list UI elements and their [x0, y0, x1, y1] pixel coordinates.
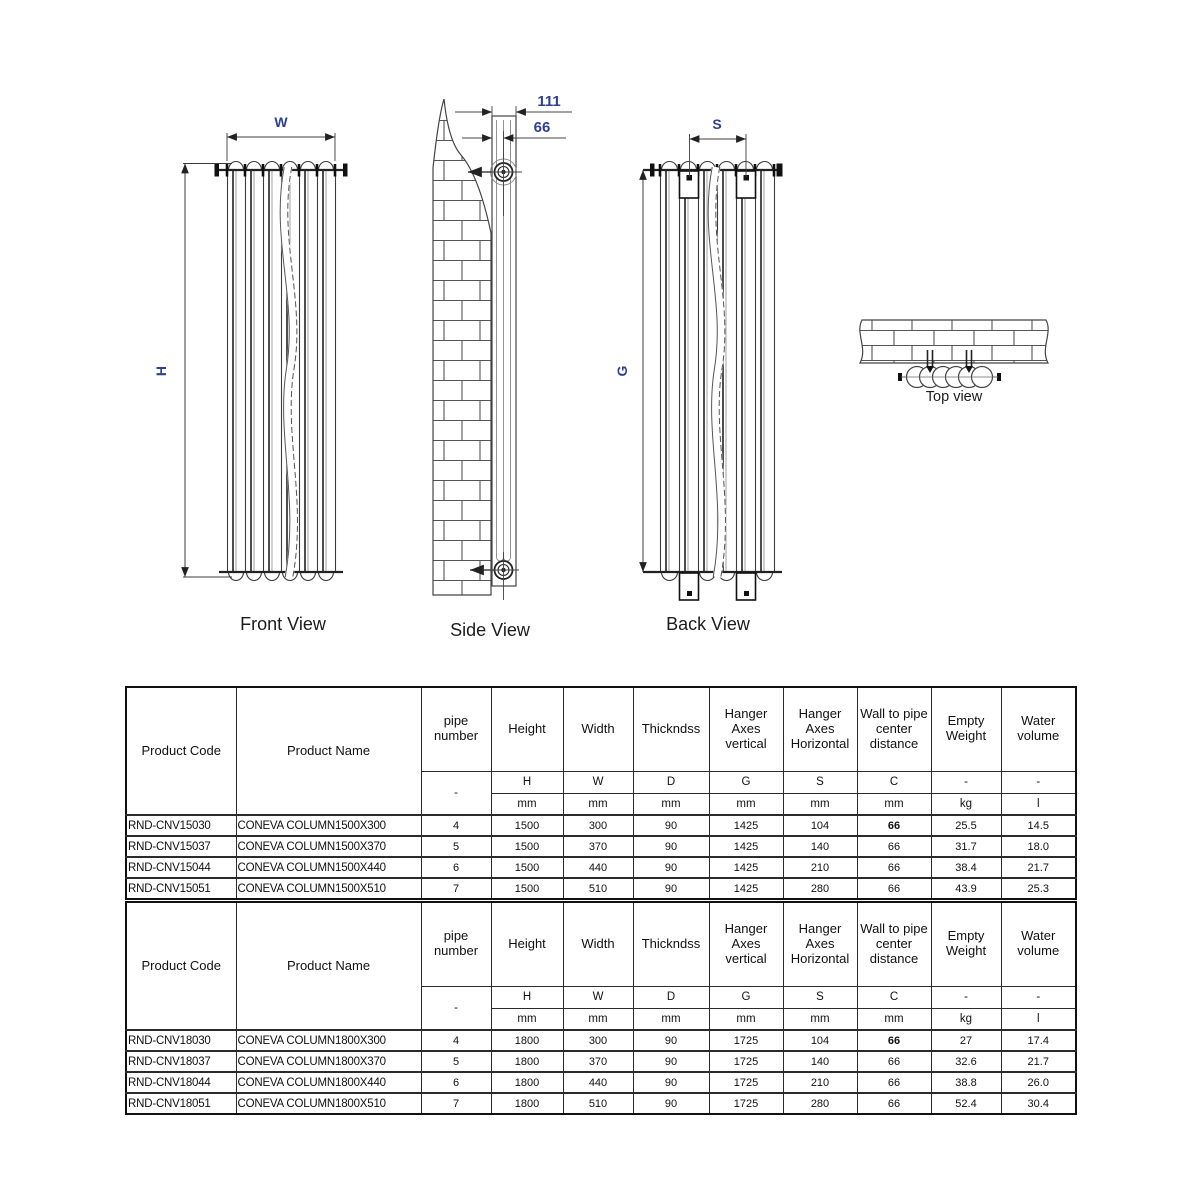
col-header-7: Hanger Axes Horizontal [783, 687, 857, 771]
col-header-8: Wall to pipe center distance [857, 687, 931, 771]
symbol-1: H [491, 771, 563, 793]
symbol-8: - [1001, 986, 1076, 1008]
side-view-label: Side View [450, 620, 530, 640]
cell-r3-c9: 43.9 [931, 878, 1001, 899]
unit-0: mm [491, 793, 563, 815]
front-view-label: Front View [240, 614, 326, 634]
cell-r0-c0: RND-CNV15030 [126, 815, 236, 836]
cell-r2-c5: 90 [633, 857, 709, 878]
cell-r0-c6: 1725 [709, 1030, 783, 1051]
cell-r2-c2: 6 [421, 857, 491, 878]
cell-r2-c5: 90 [633, 1072, 709, 1093]
cell-r1-c0: RND-CNV15037 [126, 836, 236, 857]
spec-table-1800-body [126, 1030, 1076, 1114]
cell-r0-c9: 27 [931, 1030, 1001, 1051]
cell-r2-c4: 440 [563, 857, 633, 878]
symbol-8: - [1001, 771, 1076, 793]
cell-r2-c9: 38.8 [931, 1072, 1001, 1093]
col-header-6: Hanger Axes vertical [709, 687, 783, 771]
spec-table-1800 [125, 901, 1077, 1115]
cell-r2-c1: CONEVA COLUMN1500X440 [236, 857, 421, 878]
cell-r2-c6: 1425 [709, 857, 783, 878]
col-header-product-code: Product Code [126, 687, 236, 815]
col-header-8: Wall to pipe center distance [857, 902, 931, 986]
top-view-drawing [860, 320, 1048, 405]
col-header-10: Water volume [1001, 902, 1076, 986]
cell-r2-c8: 66 [857, 857, 931, 878]
cell-r0-c6: 1425 [709, 815, 783, 836]
cell-r2-c8: 66 [857, 1072, 931, 1093]
front-right-endcap [343, 164, 348, 177]
symbol-1: H [491, 986, 563, 1008]
cell-r0-c7: 104 [783, 815, 857, 836]
front-width-dimension [227, 133, 335, 161]
cell-r0-c10: 14.5 [1001, 815, 1076, 836]
cell-r3-c1: CONEVA COLUMN1800X510 [236, 1093, 421, 1114]
back-view-label: Back View [666, 614, 750, 634]
cell-r3-c0: RND-CNV18051 [126, 1093, 236, 1114]
cell-r0-c0: RND-CNV18030 [126, 1030, 236, 1051]
cell-r3-c10: 30.4 [1001, 1093, 1076, 1114]
table-row [126, 857, 1076, 878]
cell-r2-c0: RND-CNV18044 [126, 1072, 236, 1093]
cell-r3-c1: CONEVA COLUMN1500X510 [236, 878, 421, 899]
cell-r3-c6: 1425 [709, 878, 783, 899]
cell-r1-c9: 31.7 [931, 836, 1001, 857]
top-wall [860, 320, 1048, 363]
side-depth-label: 111 [537, 93, 561, 110]
col-header-10: Water volume [1001, 687, 1076, 771]
cell-r0-c10: 17.4 [1001, 1030, 1076, 1051]
symbol-5: S [783, 771, 857, 793]
cell-r0-c2: 4 [421, 815, 491, 836]
unit-2: mm [633, 793, 709, 815]
front-height-dimension [183, 164, 232, 578]
cell-r3-c0: RND-CNV15051 [126, 878, 236, 899]
symbol-pipe-number: - [421, 771, 491, 815]
unit-4: mm [783, 1008, 857, 1030]
cell-r1-c4: 370 [563, 836, 633, 857]
symbol-7: - [931, 986, 1001, 1008]
cell-r3-c2: 7 [421, 878, 491, 899]
cell-r2-c10: 21.7 [1001, 857, 1076, 878]
cell-r3-c4: 510 [563, 1093, 633, 1114]
cell-r0-c9: 25.5 [931, 815, 1001, 836]
symbol-6: C [857, 771, 931, 793]
table-row [126, 836, 1076, 857]
col-header-6: Hanger Axes vertical [709, 902, 783, 986]
symbol-3: D [633, 986, 709, 1008]
cell-r1-c2: 5 [421, 1051, 491, 1072]
cell-r1-c5: 90 [633, 836, 709, 857]
symbol-3: D [633, 771, 709, 793]
unit-4: mm [783, 793, 857, 815]
table-row [126, 1051, 1076, 1072]
cell-r1-c4: 370 [563, 1051, 633, 1072]
symbol-5: S [783, 986, 857, 1008]
front-view-drawing [153, 114, 348, 634]
spec-table-1800-header [126, 902, 1076, 1030]
spec-table-1500-body [126, 815, 1076, 899]
cell-r0-c5: 90 [633, 1030, 709, 1051]
back-right-endcap [777, 164, 783, 177]
col-header-2: pipe number [421, 687, 491, 771]
cell-r3-c5: 90 [633, 878, 709, 899]
cell-r1-c10: 18.0 [1001, 836, 1076, 857]
front-radiator-tubes [215, 162, 348, 581]
cell-r0-c1: CONEVA COLUMN1800X300 [236, 1030, 421, 1051]
spec-table-1500-header [126, 687, 1076, 815]
symbol-7: - [931, 771, 1001, 793]
table-row [126, 815, 1076, 836]
spec-table-1500 [125, 686, 1077, 900]
cell-r2-c9: 38.4 [931, 857, 1001, 878]
col-header-4: Width [563, 687, 633, 771]
col-header-9: Empty Weight [931, 902, 1001, 986]
col-header-5: Thickndss [633, 902, 709, 986]
back-view-drawing [614, 116, 783, 634]
symbol-6: C [857, 986, 931, 1008]
cell-r1-c7: 140 [783, 836, 857, 857]
cell-r0-c4: 300 [563, 815, 633, 836]
col-header-3: Height [491, 902, 563, 986]
cell-r2-c4: 440 [563, 1072, 633, 1093]
cell-r0-c8: 66 [857, 815, 931, 836]
unit-2: mm [633, 1008, 709, 1030]
col-header-5: Thickndss [633, 687, 709, 771]
unit-0: mm [491, 1008, 563, 1030]
cell-r0-c8: 66 [857, 1030, 931, 1051]
top-view-label: Top view [925, 389, 983, 405]
cell-r2-c3: 1800 [491, 1072, 563, 1093]
front-break-line [280, 167, 297, 577]
symbol-pipe-number: - [421, 986, 491, 1030]
cell-r1-c3: 1500 [491, 836, 563, 857]
cell-r1-c1: CONEVA COLUMN1500X370 [236, 836, 421, 857]
cell-r1-c6: 1725 [709, 1051, 783, 1072]
cell-r0-c1: CONEVA COLUMN1500X300 [236, 815, 421, 836]
cell-r3-c7: 280 [783, 878, 857, 899]
col-header-product-name: Product Name [236, 902, 421, 1030]
cell-r2-c1: CONEVA COLUMN1800X440 [236, 1072, 421, 1093]
table-row [126, 1093, 1076, 1114]
table-row [126, 1072, 1076, 1093]
cell-r1-c6: 1425 [709, 836, 783, 857]
col-header-7: Hanger Axes Horizontal [783, 902, 857, 986]
back-radiator-tubes [643, 162, 783, 601]
unit-5: mm [857, 793, 931, 815]
col-header-product-code: Product Code [126, 902, 236, 1030]
cell-r2-c7: 210 [783, 857, 857, 878]
front-height-label: H [153, 365, 169, 377]
cell-r1-c10: 21.7 [1001, 1051, 1076, 1072]
unit-1: mm [563, 1008, 633, 1030]
cell-r3-c9: 52.4 [931, 1093, 1001, 1114]
header-row-titles [126, 902, 1076, 986]
cell-r2-c2: 6 [421, 1072, 491, 1093]
cell-r3-c6: 1725 [709, 1093, 783, 1114]
cell-r0-c5: 90 [633, 815, 709, 836]
cell-r3-c4: 510 [563, 878, 633, 899]
top-radiator-tubes [898, 367, 1001, 388]
cell-r1-c1: CONEVA COLUMN1800X370 [236, 1051, 421, 1072]
side-radiator-column [492, 116, 516, 586]
cell-r3-c2: 7 [421, 1093, 491, 1114]
side-wall-center-label: 66 [533, 119, 551, 136]
cell-r1-c8: 66 [857, 1051, 931, 1072]
cell-r0-c2: 4 [421, 1030, 491, 1051]
cell-r2-c0: RND-CNV15044 [126, 857, 236, 878]
side-wall [433, 99, 491, 595]
cell-r3-c7: 280 [783, 1093, 857, 1114]
cell-r2-c7: 210 [783, 1072, 857, 1093]
symbol-4: G [709, 986, 783, 1008]
col-header-2: pipe number [421, 902, 491, 986]
cell-r3-c8: 66 [857, 1093, 931, 1114]
front-width-label: W [274, 114, 288, 130]
front-left-endcap [215, 164, 220, 177]
cell-r0-c4: 300 [563, 1030, 633, 1051]
unit-7: l [1001, 793, 1076, 815]
cell-r0-c3: 1500 [491, 815, 563, 836]
unit-6: kg [931, 1008, 1001, 1030]
cell-r1-c9: 32.6 [931, 1051, 1001, 1072]
cell-r3-c3: 1800 [491, 1093, 563, 1114]
cell-r3-c10: 25.3 [1001, 878, 1076, 899]
back-hanger-horizontal-label: S [712, 116, 722, 132]
symbol-4: G [709, 771, 783, 793]
cell-r1-c3: 1800 [491, 1051, 563, 1072]
unit-1: mm [563, 793, 633, 815]
cell-r3-c8: 66 [857, 878, 931, 899]
cell-r0-c7: 104 [783, 1030, 857, 1051]
unit-3: mm [709, 793, 783, 815]
unit-7: l [1001, 1008, 1076, 1030]
col-header-9: Empty Weight [931, 687, 1001, 771]
cell-r1-c8: 66 [857, 836, 931, 857]
cell-r1-c7: 140 [783, 1051, 857, 1072]
cell-r2-c6: 1725 [709, 1072, 783, 1093]
unit-3: mm [709, 1008, 783, 1030]
symbol-2: W [563, 771, 633, 793]
header-row-titles [126, 687, 1076, 771]
cell-r1-c5: 90 [633, 1051, 709, 1072]
col-header-3: Height [491, 687, 563, 771]
cell-r3-c5: 90 [633, 1093, 709, 1114]
col-header-4: Width [563, 902, 633, 986]
cell-r3-c3: 1500 [491, 878, 563, 899]
col-header-product-name: Product Name [236, 687, 421, 815]
table-row [126, 1030, 1076, 1051]
back-hanger-vertical-label: G [614, 365, 630, 377]
side-view-drawing [433, 93, 572, 640]
cell-r0-c3: 1800 [491, 1030, 563, 1051]
unit-6: kg [931, 793, 1001, 815]
unit-5: mm [857, 1008, 931, 1030]
back-left-endcap [650, 164, 655, 177]
cell-r2-c3: 1500 [491, 857, 563, 878]
cell-r1-c0: RND-CNV18037 [126, 1051, 236, 1072]
cell-r2-c10: 26.0 [1001, 1072, 1076, 1093]
symbol-2: W [563, 986, 633, 1008]
table-row [126, 878, 1076, 899]
cell-r1-c2: 5 [421, 836, 491, 857]
